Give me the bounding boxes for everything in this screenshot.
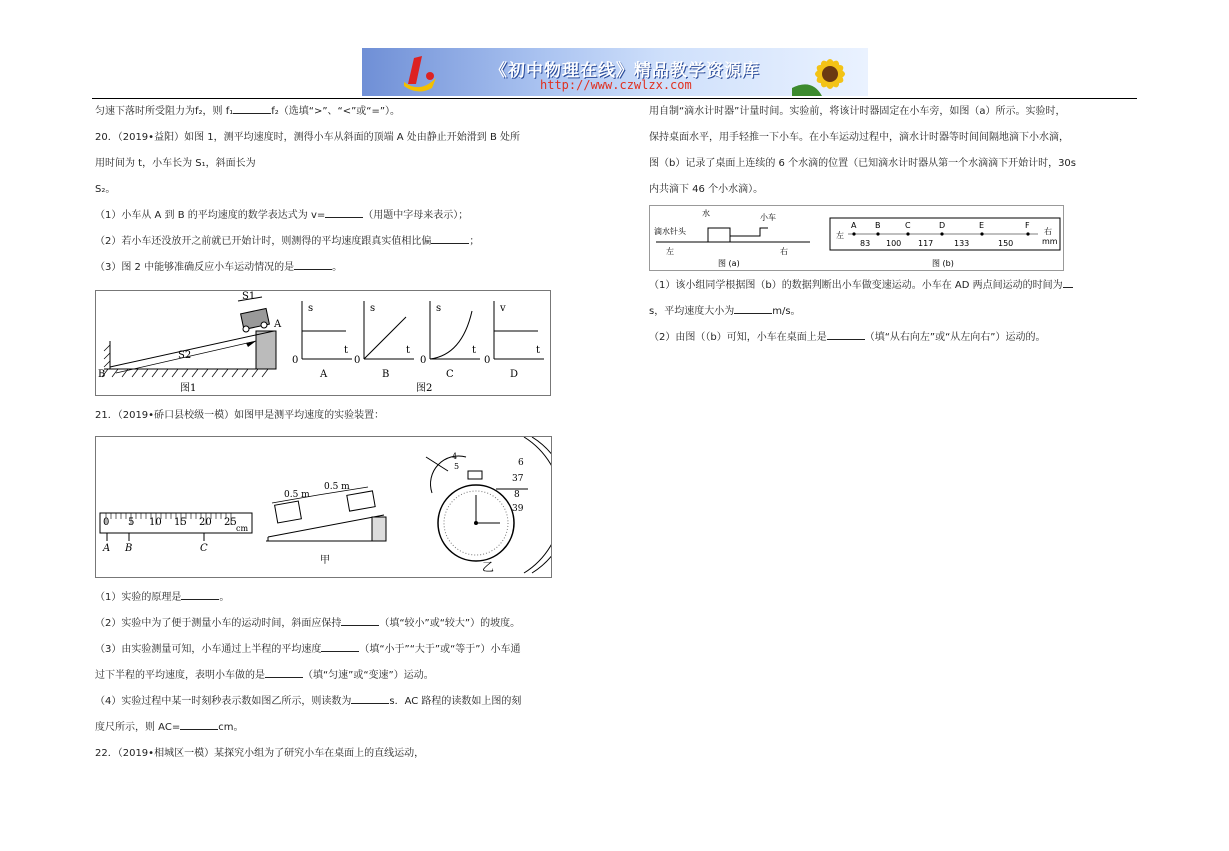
answer-blank[interactable] (351, 693, 389, 704)
point-label: B (875, 221, 881, 230)
figure-a (654, 208, 810, 268)
text-line: （1）实验的原理是 (95, 592, 182, 603)
caption-a: 图 (a) (718, 259, 740, 268)
text-line: cm。 (218, 722, 244, 733)
figure-q21-apparatus (95, 436, 552, 578)
axis-label: 0 (484, 355, 491, 366)
q22-header: 22．（2019•相城区一模）某探究小组为了研究小车在桌面上的直线运动， (95, 748, 425, 759)
answer-blank[interactable] (265, 667, 303, 678)
point-label: E (979, 221, 985, 230)
axis-label: 0 (354, 355, 361, 366)
ruler-tick: 10 (149, 517, 162, 528)
watch-number: 6 (518, 458, 524, 468)
point-label: F (1025, 221, 1030, 230)
sunflower-icon (792, 48, 862, 96)
text-line: s，平均速度大小为 (649, 306, 735, 317)
answer-blank[interactable] (321, 641, 359, 652)
text-line: （2）由图（（b）可知，小车在桌面上是 (649, 332, 827, 343)
graph-label: D (510, 369, 519, 380)
text-line: 度尺所示，则 AC= (95, 722, 181, 733)
axis-label: t (406, 345, 411, 356)
distance-label: 100 (886, 239, 902, 248)
ruler-tick: 0 (103, 517, 110, 528)
axis-label: s (436, 303, 442, 314)
text-line: （填“匀速”或“变速”）运动。 (303, 670, 434, 681)
axis-label: s (370, 303, 376, 314)
axis-label: t (344, 345, 349, 356)
text-line: （1）小车从 A 到 B 的平均速度的数学表达式为 v= (95, 210, 326, 221)
text-line: （填“较小”或“较大”）的坡度。 (379, 618, 521, 629)
distance-label: 83 (860, 239, 871, 248)
text-line: （填“从右向左”或“从左向右”）运动的。 (864, 332, 1046, 343)
text-line: 图（b）记录了桌面上连续的 6 个水滴的位置（已知滴水计时器从第一个水滴滴下开始计时，30s (649, 158, 1077, 169)
answer-blank[interactable] (325, 207, 363, 218)
figure-b (830, 218, 1060, 268)
graph-label: B (382, 369, 390, 380)
axis-label: 0 (420, 355, 427, 366)
text-line: 匀速下落时所受阻力为f₂，则 f₁ (95, 106, 234, 117)
text-line: 过下半程的平均速度，表明小车做的是 (95, 670, 265, 681)
text-line: s．AC 路程的读数如上图的刻 (389, 696, 522, 707)
unit-label: mm (1042, 237, 1058, 246)
graph-a (292, 301, 352, 380)
q20-header: 20．（2019•益阳）如图 1，测平均速度时，测得小车从斜面的顶端 A 处由静止开始滑到 B 处所 (95, 132, 521, 143)
banner-title: 《初中物理在线》精品教学资源库 (490, 61, 760, 81)
watch-number: 4 (452, 452, 458, 461)
distance-label: 150 (998, 239, 1014, 248)
label-left: 左 (836, 231, 844, 240)
answer-blank[interactable] (181, 589, 219, 600)
caption-jia: 甲 (320, 555, 330, 566)
label-s2: S2 (178, 350, 192, 361)
axis-label: 0 (292, 355, 299, 366)
axis-label: t (472, 345, 477, 356)
text-line: （1）该小组同学根据图（b）的数据判断出小车做变速运动。小车在 AD 两点间运动的时间为 (649, 280, 1063, 291)
answer-blank[interactable] (341, 615, 379, 626)
label-right: 右 (780, 247, 788, 256)
label-s1: S1 (242, 291, 256, 302)
caption-yi: 乙 (482, 560, 495, 574)
answer-blank[interactable] (233, 103, 271, 114)
watch-number: 39 (512, 504, 524, 514)
q21-header: 21．（2019•硚口县校级一模）如图甲是测平均速度的实验装置： (95, 410, 385, 421)
watch-number: 8 (514, 490, 520, 500)
graph-label: A (320, 369, 328, 380)
text-line: （3）图 2 中能够准确反应小车运动情况的是 (95, 262, 295, 273)
text-line: 用自制“滴水计时器”计量时间。实验前，将该计时器固定在小车旁，如图（a）所示。实验时， (649, 106, 1066, 117)
distance-label: 117 (918, 239, 934, 248)
incline-apparatus (266, 482, 386, 566)
text-line: （2）实验中为了便于测量小车的运动时间，斜面应保持 (95, 618, 342, 629)
figure-q22-drip-timer (649, 205, 1064, 271)
text-line: f₂（选填“>”、“<”或“=”）。 (271, 106, 400, 117)
segment-label: 0.5 m (324, 482, 350, 492)
label-drip: 滴水针头 (654, 227, 686, 236)
label-left: 左 (666, 247, 674, 256)
label-water: 水 (702, 209, 710, 218)
watch-number: 5 (454, 462, 460, 471)
graph-b (354, 301, 414, 380)
caption-fig1: 图1 (180, 383, 197, 394)
axis-label: v (500, 303, 506, 314)
label-car: 小车 (760, 213, 776, 222)
answer-blank[interactable] (1063, 277, 1073, 288)
text-line: m/s。 (772, 306, 801, 317)
header-banner (362, 48, 868, 96)
point-label: A (851, 221, 857, 230)
watch-number: 37 (512, 474, 524, 484)
label-b: B (98, 369, 106, 380)
text-line: 。 (219, 592, 230, 603)
ruler-tick: 25 (224, 517, 237, 528)
ruler-tick: 20 (199, 517, 212, 528)
ruler-tick: 15 (174, 517, 187, 528)
graph-c (416, 301, 480, 394)
text-line: （2）若小车还没放开之前就已开始计时，则测得的平均速度跟真实值相比偏 (95, 236, 432, 247)
answer-blank[interactable] (734, 303, 772, 314)
point-label: C (905, 221, 911, 230)
stopwatch-icon (426, 437, 551, 574)
axis-label: s (308, 303, 314, 314)
answer-blank[interactable] (294, 259, 332, 270)
text-line: （用题中字母来表示）； (363, 210, 469, 221)
text-line: S₂。 (95, 184, 116, 195)
logo-icon (392, 48, 452, 96)
axis-label: t (536, 345, 541, 356)
point-label: D (939, 221, 946, 230)
text-line: 。 (332, 262, 343, 273)
caption-b: 图 (b) (932, 259, 954, 268)
answer-blank[interactable] (180, 719, 218, 730)
point-label: C (200, 543, 208, 554)
label-right: 右 (1044, 227, 1052, 236)
caption-fig2: 图2 (416, 383, 433, 394)
distance-label: 133 (954, 239, 970, 248)
text-line: 用时间为 t，小车长为 S₁，斜面长为 (95, 158, 256, 169)
answer-blank[interactable] (827, 329, 865, 340)
ruler (100, 513, 252, 554)
ruler-unit: cm (236, 524, 249, 533)
point-label: B (125, 543, 133, 554)
point-label: A (103, 543, 111, 554)
label-a: A (274, 319, 282, 330)
graph-d (484, 301, 544, 380)
text-line: 内共滴下 46 个小水滴）。 (649, 184, 764, 195)
answer-blank[interactable] (431, 233, 469, 244)
text-line: （填“小于”“大于”或“等于”）小车通 (359, 644, 521, 655)
ruler-tick: 5 (128, 517, 135, 528)
segment-label: 0.5 m (284, 490, 310, 500)
text-line: （4）实验过程中某一时刻秒表示数如图乙所示，则读数为 (95, 696, 352, 707)
text-line: 保持桌面水平，用手轻推一下小车。在小车运动过程中，滴水计时器等时间间隔地滴下小水滴， (649, 132, 1069, 143)
text-line: （3）由实验测量可知，小车通过上半程的平均速度 (95, 644, 322, 655)
text-line: ； (469, 236, 480, 247)
figure-incline-and-graphs (95, 290, 551, 396)
banner-url[interactable]: http://www.czwlzx.com (540, 78, 692, 92)
graph-label: C (446, 369, 454, 380)
